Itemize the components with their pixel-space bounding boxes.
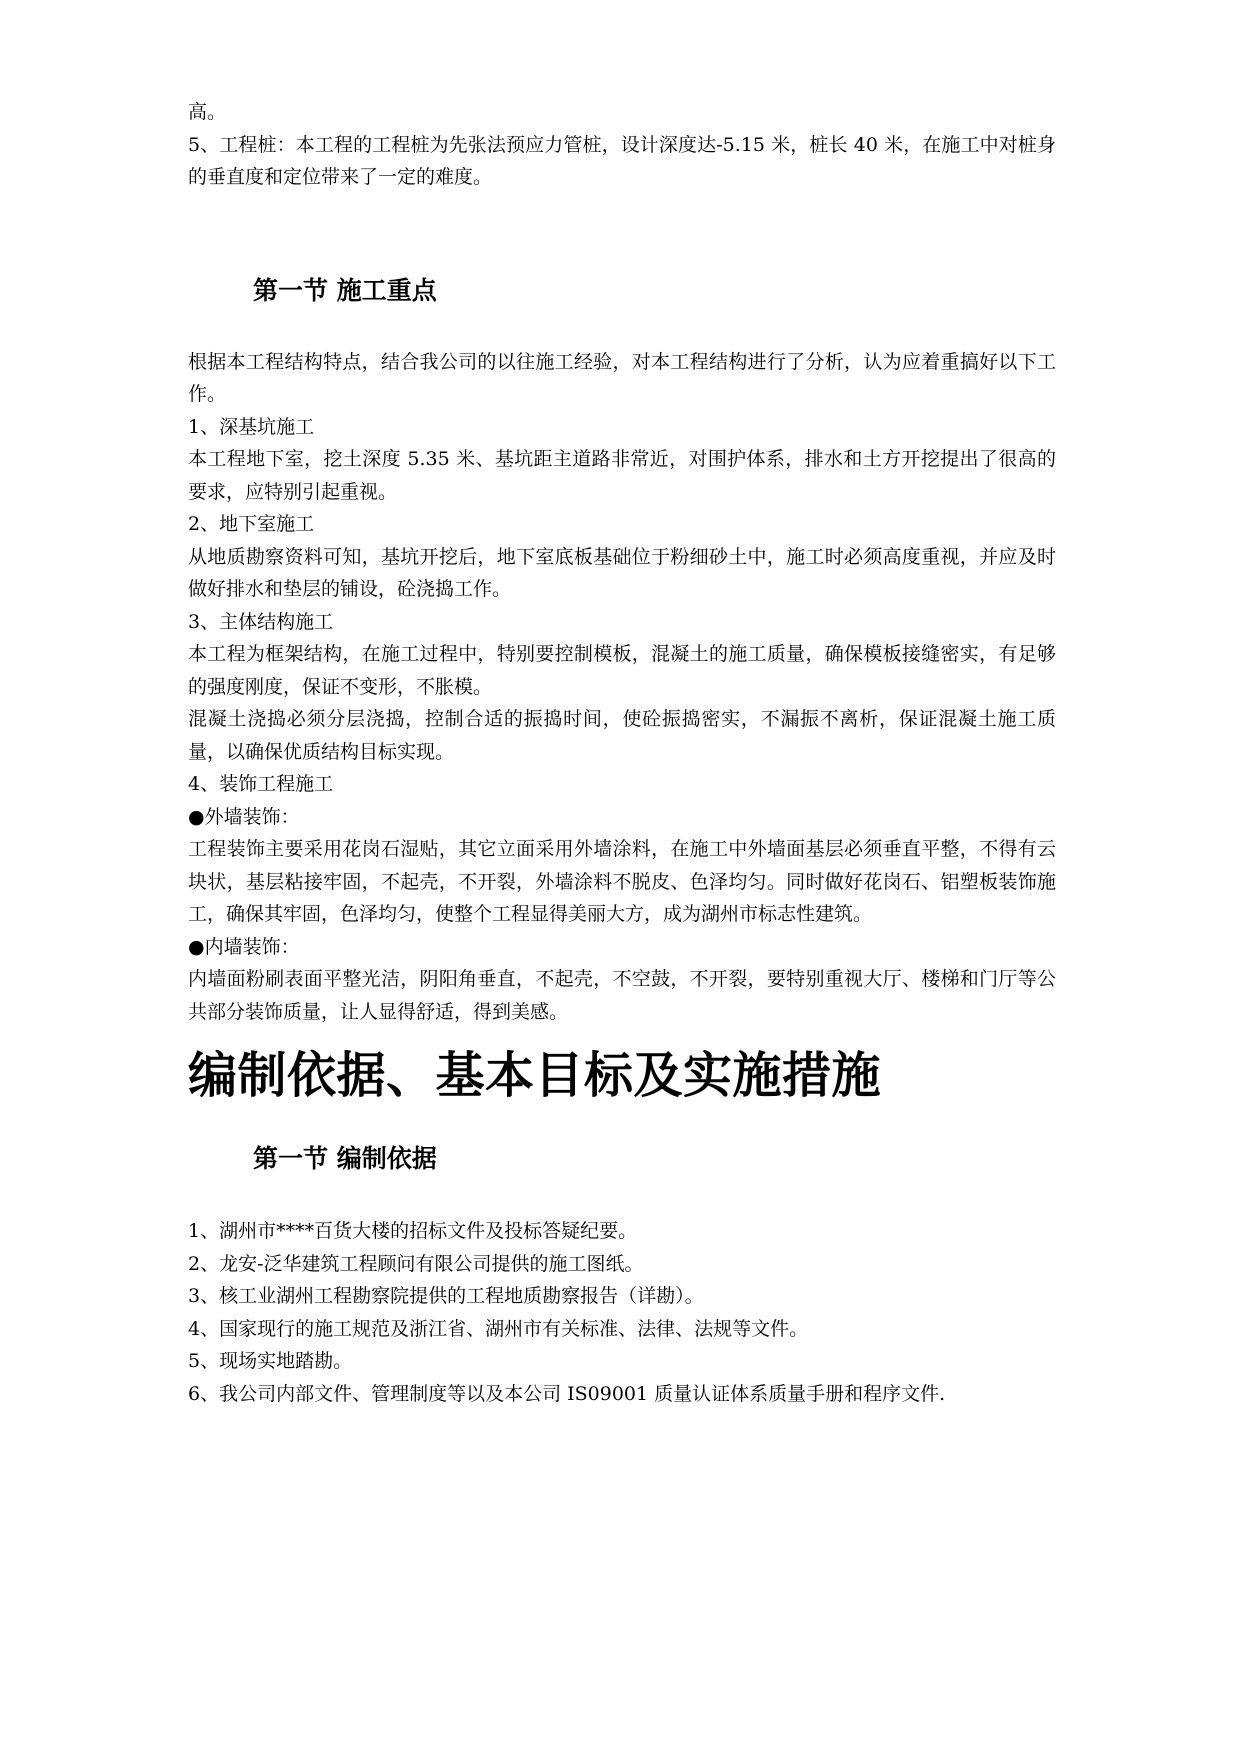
bullet-interior-wall: ●内墙装饰： [188, 935, 300, 958]
basis-item-5: 5、现场实地踏勘。 [188, 1350, 353, 1372]
list-item-decoration: 4、装饰工程施工 [188, 773, 334, 795]
basis-item-4: 4、国家现行的施工规范及浙江省、湖州市有关标准、法律、法规等文件。 [188, 1317, 809, 1340]
basis-item-2: 2、龙安-泛华建筑工程顾问有限公司提供的施工图纸。 [188, 1252, 644, 1275]
paragraph-continuation: 高。 [188, 101, 227, 123]
list-item-deep-pit: 1、深基坑施工 [188, 415, 315, 438]
paragraph-deep-pit: 本工程地下室，挖土深度 5.35 米、基坑距主道路非常近，对围护体系，排水和土方开挖提出了很高的要求，应特别引起重视。 [188, 448, 1056, 503]
paragraph-interior-wall: 内墙面粉刷表面平整光洁，阴阳角垂直，不起壳，不空鼓，不开裂，要特别重视大厅、楼梯和门厅等公共部分装饰质量，让人显得舒适，得到美感。 [188, 968, 1056, 1023]
paragraph-concrete: 混凝土浇捣必须分层浇捣，控制合适的振捣时间，使砼振捣密实，不漏振不离析，保证混凝土施工质量，以确保优质结构目标实现。 [188, 708, 1056, 763]
paragraph-intro: 根据本工程结构特点，结合我公司的以往施工经验，对本工程结构进行了分析，认为应着重搞好以下工作。 [188, 350, 1056, 405]
paragraph-pile: 5、工程桩：本工程的工程桩为先张法预应力管桩，设计深度达-5.15 米，桩长 40 米，在施工中对桩身的垂直度和定位带来了一定的难度。 [188, 133, 1056, 188]
list-item-main-structure: 3、主体结构施工 [188, 610, 334, 633]
bullet-exterior-wall: ●外墙装饰： [188, 805, 300, 828]
document-page [188, 96, 1056, 1410]
paragraph-exterior-wall: 工程装饰主要采用花岗石湿贴，其它立面采用外墙涂料，在施工中外墙面基层必须垂直平整，不得有云块状，基层粘接牢固，不起壳，不开裂，外墙涂料不脱皮、色泽均匀。同时做好花岗石、铝塑板装饰施工，确保其牢固，色泽均匀，使整个工程显得美丽大方，成为湖州市标志性建筑。 [188, 838, 1056, 925]
basis-item-1: 1、湖州市****百货大楼的招标文件及投标答疑纪要。 [188, 1220, 638, 1242]
chapter-title: 编制依据、基本目标及实施措施 [188, 1047, 882, 1104]
paragraph-basement: 从地质勘察资料可知，基坑开挖后，地下室底板基础位于粉细砂土中，施工时必须高度重视，并应及时做好排水和垫层的铺设，砼浇捣工作。 [188, 545, 1056, 600]
paragraph-main-structure: 本工程为框架结构，在施工过程中，特别要控制模板，混凝土的施工质量，确保模板接缝密实，有足够的强度刚度，保证不变形，不胀模。 [188, 643, 1056, 698]
section-heading-basis: 第一节 编制依据 [253, 1144, 437, 1173]
section-heading-construction-focus: 第一节 施工重点 [253, 275, 437, 305]
list-item-basement: 2、地下室施工 [188, 513, 315, 535]
basis-item-6: 6、我公司内部文件、管理制度等以及本公司 IS09001 质量认证体系质量手册和程序文件. [188, 1382, 946, 1405]
basis-item-3: 3、核工业湖州工程勘察院提供的工程地质勘察报告（详勘）。 [188, 1285, 704, 1307]
